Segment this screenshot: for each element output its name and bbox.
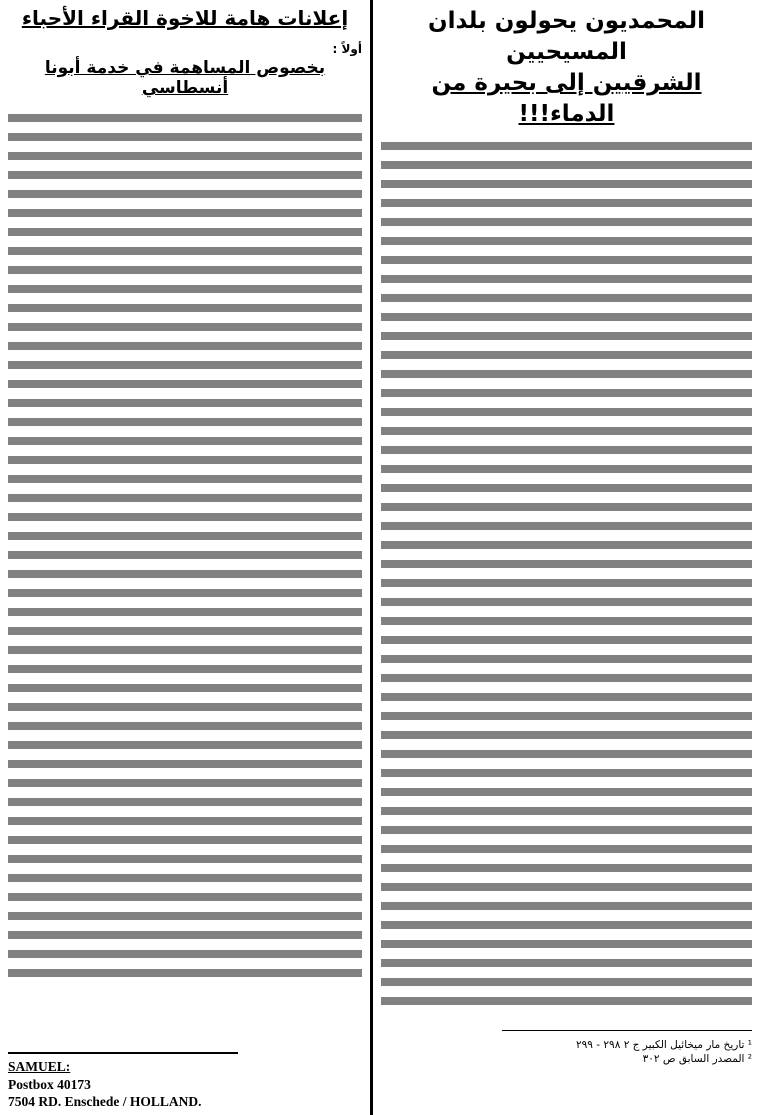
footnote-1: ¹ تاريخ مار ميخائيل الكبير ج ٢ ٢٩٨ - ٢٩٩ (576, 1039, 752, 1051)
announcements-column (0, 0, 370, 1115)
announcements-text-lines (8, 108, 362, 988)
contact-block (8, 1052, 238, 1111)
article-column (370, 0, 760, 1115)
headline-line-2: الشرقيين إلى بحيرة من الدماء!!! (431, 70, 702, 128)
footnote-2: ² المصدر السابق ص ٣٠٢ (642, 1053, 752, 1065)
contact-postbox: Postbox 40173 (8, 1076, 91, 1092)
article-text-lines (381, 136, 752, 1016)
footnotes (502, 1030, 752, 1067)
contact-name: SAMUEL: (8, 1059, 71, 1075)
contact-address: 7504 RD. Enschede / HOLLAND. (8, 1094, 202, 1110)
article-headline (381, 6, 752, 130)
section-number: أولاً : (332, 42, 362, 56)
headline-line-1: المحمديون يحولون بلدان المسيحيين (427, 8, 706, 66)
announcements-body (8, 108, 362, 988)
announcements-title: إعلانات هامة للاخوة القراء الأحباء (21, 6, 349, 30)
announcements-subtitle: بخصوص المساهمة في خدمة أبونا أنسطاسي (44, 58, 326, 98)
article-body (381, 136, 752, 1016)
